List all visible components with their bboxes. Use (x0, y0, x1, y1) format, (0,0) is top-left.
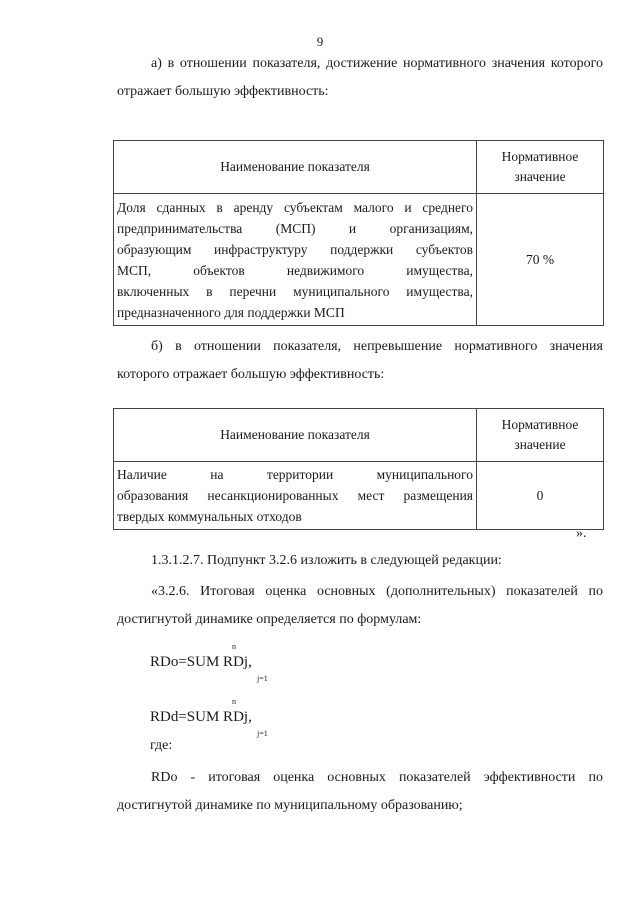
cell-line: твердых коммунальных отходов (117, 509, 302, 524)
indicator-name-cell (114, 194, 477, 326)
header-normative-value: Нормативное значение (477, 141, 604, 194)
formula-rdd-lower-limit: j=1 (257, 729, 268, 738)
normative-value-cell: 70 % (477, 194, 604, 326)
formula-rdo-main: RDo=SUM RDj, (150, 654, 252, 670)
cell-line: Наличие на территории муниципального (117, 467, 473, 482)
cell-line: образования несанкционированных мест размещения (117, 488, 473, 503)
cell-line: МСП, объектов недвижимого имущества, (117, 263, 473, 278)
table-row (114, 194, 604, 326)
paragraph-b: б) в отношении показателя, непревышение нормативного значения которого отражает большую эффективность: (117, 339, 603, 382)
formula-rdd-main: RDd=SUM RDj, (150, 709, 252, 725)
formula-rdd (150, 697, 268, 738)
closing-quote: ». (576, 526, 587, 541)
indicator-table-a (113, 140, 604, 326)
header-indicator-name: Наименование показателя (114, 141, 477, 194)
normative-value-cell: 0 (477, 462, 604, 530)
rdo-definition: RDo - итоговая оценка основных показателей эффективности по достигнутой динамике по муниципальному образованию; (117, 770, 603, 813)
formula-rdd-upper-limit: n (232, 697, 236, 706)
page-number: 9 (316, 34, 324, 49)
cell-line: включенных в перечни муниципального имущества, (117, 284, 473, 299)
formula-rdo-upper-limit: n (232, 642, 236, 651)
table-row (114, 462, 604, 530)
table-header-row (114, 409, 604, 462)
table-header-row (114, 141, 604, 194)
header-indicator-name: Наименование показателя (114, 409, 477, 462)
cell-line: Доля сданных в аренду субъектам малого и среднего (117, 200, 473, 215)
subpoint-text: 1.3.1.2.7. Подпункт 3.2.6 изложить в следующей редакции: (151, 553, 502, 568)
where-label: где: (150, 738, 173, 753)
cell-line: образующим инфраструктуру поддержки субъектов (117, 242, 473, 257)
formula-rdo (150, 642, 268, 683)
formula-rdo-lower-limit: j=1 (257, 674, 268, 683)
paragraph-a: а) в отношении показателя, достижение нормативного значения которого отражает большую эффективность: (117, 56, 603, 99)
paragraph-326: «3.2.6. Итоговая оценка основных (дополнительных) показателей по достигнутой динамике определяется по формулам: (117, 584, 603, 627)
indicator-table-b (113, 408, 604, 530)
cell-line: предназначенного для поддержки МСП (117, 305, 345, 320)
indicator-name-cell (114, 462, 477, 530)
cell-line: предпринимательства (МСП) и организациям, (117, 221, 473, 236)
header-normative-value: Нормативное значение (477, 409, 604, 462)
